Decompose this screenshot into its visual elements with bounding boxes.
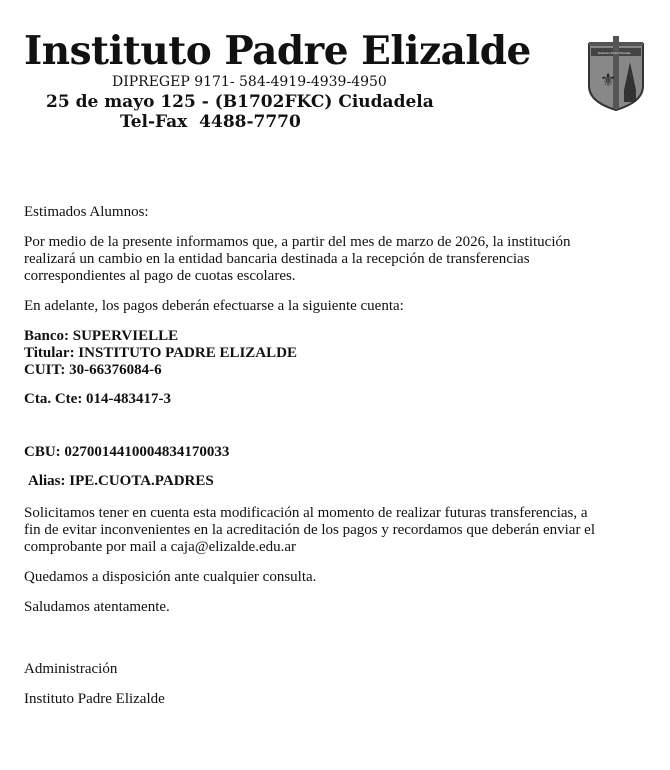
paragraph-availability: Quedamos a disposición ante cualquier consulta. — [24, 569, 317, 585]
dipregep-numbers: DIPREGEP 9171- 584-4919-4939-4950 — [112, 74, 387, 90]
paragraph-request: Solicitamos tener en cuenta esta modificación al momento de realizar futuras transferencias, a fin de evitar inconvenientes en la acreditación de los pagos y recordamos que deberán enviar el comprobante por mail a caja@elizalde.edu.ar — [24, 505, 596, 555]
school-crest-logo — [586, 34, 646, 112]
greeting: Estimados Alumnos: — [24, 204, 149, 220]
account-holder: Titular: INSTITUTO PADRE ELIZALDE — [24, 345, 297, 361]
cbu: CBU: 0270014410004834170033 — [24, 444, 230, 460]
alias: Alias: IPE.CUOTA.PADRES — [28, 473, 214, 489]
institution-title: Instituto Padre Elizalde — [24, 28, 531, 74]
bank-name: Banco: SUPERVIELLE — [24, 328, 179, 344]
signature-department: Administración — [24, 661, 118, 677]
checking-account: Cta. Cte: 014-483417-3 — [24, 391, 172, 407]
signature-institution: Instituto Padre Elizalde — [24, 691, 165, 707]
paragraph-announcement: Por medio de la presente informamos que, a partir del mes de marzo de 2026, la institución realizará un cambio en la entidad bancaria destinada a la recepción de transferencias correspondientes al pago de cuotas escolares. — [24, 234, 571, 284]
tel-fax: Tel-Fax 4488-7770 — [120, 112, 301, 132]
closing: Saludamos atentamente. — [24, 599, 170, 615]
paragraph-account-intro: En adelante, los pagos deberán efectuarse a la siguiente cuenta: — [24, 298, 404, 314]
svg-text:⚜: ⚜ — [600, 70, 617, 90]
letter-body — [24, 204, 604, 721]
address: 25 de mayo 125 - (B1702FKC) Ciudadela — [46, 92, 434, 112]
cuit: CUIT: 30-66376084-6 — [24, 362, 162, 378]
svg-text:Instituto Padre Elizalde: Instituto Padre Elizalde — [598, 51, 631, 55]
